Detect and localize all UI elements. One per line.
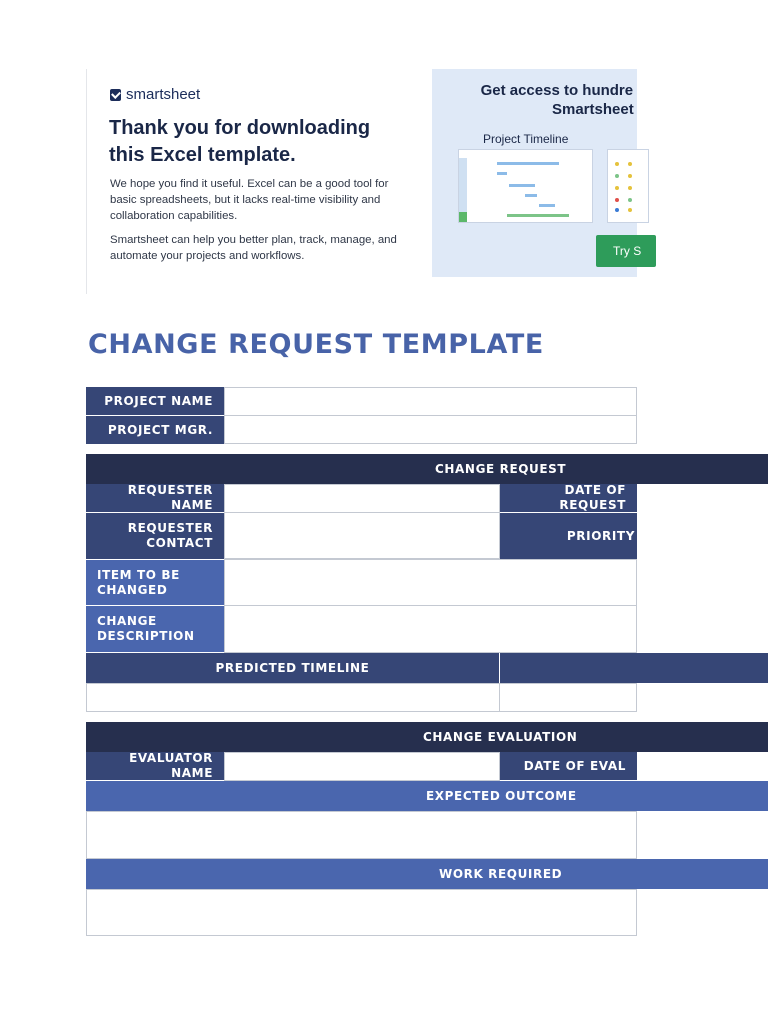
date-of-request-label: DATE OF REQUEST — [500, 484, 637, 512]
requester-name-input[interactable] — [224, 484, 500, 513]
change-evaluation-header — [86, 722, 768, 752]
change-description-input[interactable] — [224, 605, 637, 653]
change-evaluation-header-label: CHANGE EVALUATION — [423, 730, 578, 744]
status-dot — [628, 186, 632, 190]
status-dot — [628, 174, 632, 178]
item-to-be-changed-label: ITEM TO BE CHANGED — [86, 560, 224, 605]
date-of-eval-label: DATE OF EVAL — [500, 752, 637, 780]
timeline-bar — [497, 162, 559, 165]
change-request-header-label: CHANGE REQUEST — [435, 462, 567, 476]
predicted-timeline-extra-input[interactable] — [499, 683, 637, 712]
predicted-timeline-header: PREDICTED TIMELINE — [86, 653, 499, 683]
evaluator-name-input[interactable] — [224, 752, 500, 781]
timeline-label: Project Timeline — [483, 132, 569, 146]
predicted-timeline-input[interactable] — [86, 683, 500, 712]
status-dot — [615, 208, 619, 212]
page-title: CHANGE REQUEST TEMPLATE — [88, 329, 544, 360]
timeline-header-extra — [500, 653, 768, 683]
status-dot — [615, 186, 619, 190]
status-dot — [628, 162, 632, 166]
banner-headline-line-1: Thank you for downloading — [109, 117, 371, 139]
try-smartsheet-button[interactable]: Try S — [596, 235, 656, 267]
brand-name: smartsheet — [126, 86, 201, 103]
item-to-be-changed-input[interactable] — [224, 559, 637, 606]
status-dot — [615, 198, 619, 202]
promo-heading-line-2: Smartsheet — [552, 101, 634, 118]
change-description-label: CHANGE DESCRIPTION — [86, 606, 224, 652]
banner-headline — [109, 115, 429, 169]
evaluator-name-label: EVALUATOR NAME — [86, 752, 224, 780]
status-dot — [615, 174, 619, 178]
smartsheet-logo — [110, 86, 200, 103]
promo-heading-line-1: Get access to hundre — [480, 82, 634, 99]
timeline-bar — [507, 214, 569, 217]
banner-headline-line-2: this Excel template. — [109, 144, 296, 166]
project-mgr-label: PROJECT MGR. — [86, 416, 224, 444]
expected-outcome-header — [86, 781, 768, 811]
smartsheet-logo-icon — [110, 89, 121, 101]
requester-contact-label: REQUESTER CONTACT — [86, 513, 224, 559]
promo-preview[interactable] — [432, 69, 642, 277]
work-required-header-label: WORK REQUIRED — [439, 867, 563, 881]
timeline-bar — [525, 194, 537, 197]
timeline-bar — [539, 204, 555, 207]
promo-heading — [480, 81, 634, 119]
expected-outcome-input[interactable] — [86, 811, 637, 859]
priority-label: PRIORITY — [500, 513, 637, 559]
banner-divider — [86, 69, 87, 294]
change-request-header — [86, 454, 768, 484]
expected-outcome-header-label: EXPECTED OUTCOME — [426, 789, 577, 803]
banner-paragraph-2: Smartsheet can help you better plan, track, manage, and automate your projects and workflows. — [110, 234, 397, 262]
project-mgr-input[interactable] — [224, 415, 637, 444]
banner-paragraph-1: We hope you find it useful. Excel can be a good tool for basic spreadsheets, but it lacks real-time visibility and collaboration capabilities. — [110, 178, 389, 222]
requester-name-label: REQUESTER NAME — [86, 484, 224, 512]
project-name-input[interactable] — [224, 387, 637, 416]
timeline-bar — [509, 184, 535, 187]
work-required-input[interactable] — [86, 889, 637, 936]
status-dot — [628, 208, 632, 212]
timeline-bar — [497, 172, 507, 175]
grid-preview-image — [607, 149, 649, 223]
timeline-sidebar-accent — [459, 212, 467, 222]
promo-banner[interactable] — [86, 69, 432, 294]
timeline-preview-image — [458, 149, 593, 223]
work-required-header — [86, 859, 768, 889]
status-dot — [628, 198, 632, 202]
project-name-label: PROJECT NAME — [86, 387, 224, 415]
status-dot — [615, 162, 619, 166]
requester-contact-input[interactable] — [224, 512, 500, 559]
